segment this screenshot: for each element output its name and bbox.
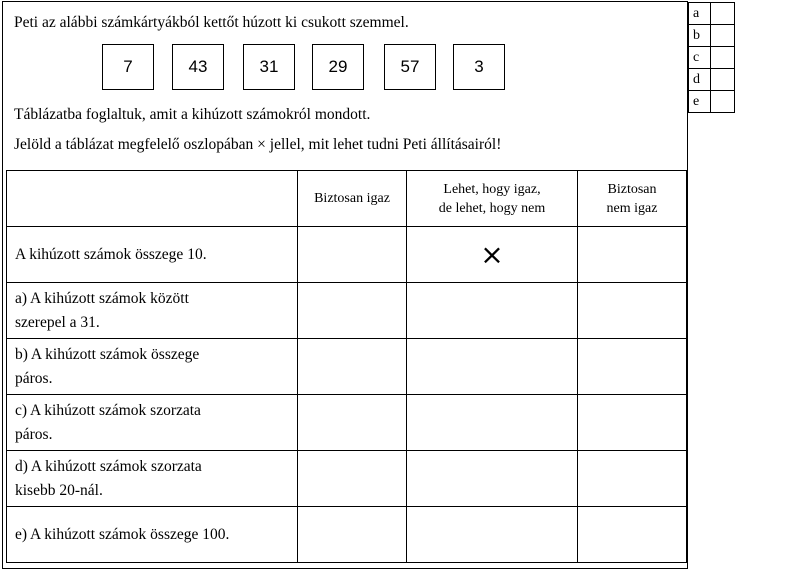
- score-box[interactable]: [711, 3, 735, 25]
- answer-cell[interactable]: [298, 507, 407, 563]
- answer-cell[interactable]: [298, 283, 407, 339]
- score-box-label: d: [689, 69, 711, 91]
- answer-table: [6, 170, 687, 563]
- header-maybe-line2: de lehet, hogy nem: [438, 200, 546, 216]
- answer-cell[interactable]: [298, 395, 407, 451]
- score-boxes: [688, 2, 735, 113]
- score-box[interactable]: [711, 91, 735, 113]
- answer-cell[interactable]: [407, 395, 578, 451]
- score-box-row: [689, 91, 735, 113]
- number-card: 29: [312, 44, 364, 90]
- score-box-row: [689, 25, 735, 47]
- header-false-line2: nem igaz: [606, 200, 658, 216]
- score-box-label: e: [689, 91, 711, 113]
- answer-cell[interactable]: [578, 451, 687, 507]
- table-header-row: [7, 171, 687, 227]
- score-box-row: [689, 69, 735, 91]
- number-cards: [0, 44, 686, 92]
- x-mark-cell[interactable]: ×: [407, 227, 578, 283]
- table-row: [7, 227, 687, 283]
- answer-cell[interactable]: [407, 507, 578, 563]
- number-card: 3: [453, 44, 505, 90]
- score-box[interactable]: [711, 47, 735, 69]
- table-row: [7, 395, 687, 451]
- answer-cell[interactable]: [578, 339, 687, 395]
- score-box-row: [689, 3, 735, 25]
- number-card: 31: [243, 44, 295, 90]
- score-box-row: [689, 47, 735, 69]
- header-false-line1: Biztosan: [607, 181, 657, 197]
- header-cell-statement: [7, 171, 298, 227]
- statement-cell: b) A kihúzott számok összege páros.: [7, 339, 298, 395]
- table-intro-text: Táblázatba foglaltuk, amit a kihúzott számokról mondott.: [14, 106, 371, 123]
- answer-cell[interactable]: [578, 507, 687, 563]
- header-cell-certainly-true: Biztosan igaz: [298, 171, 407, 227]
- score-box-label: c: [689, 47, 711, 69]
- statement-cell: e) A kihúzott számok összege 100.: [7, 507, 298, 563]
- answer-cell[interactable]: [298, 339, 407, 395]
- statement-cell: d) A kihúzott számok szorzata kisebb 20-nál.: [7, 451, 298, 507]
- statement-cell: c) A kihúzott számok szorzata páros.: [7, 395, 298, 451]
- number-card: 7: [102, 44, 154, 90]
- answer-cell[interactable]: [298, 227, 407, 283]
- statement-cell: A kihúzott számok összege 10.: [7, 227, 298, 283]
- number-card: 57: [384, 44, 436, 90]
- header-cell-certainly-false: [578, 171, 687, 227]
- answer-cell[interactable]: [298, 451, 407, 507]
- intro-text: Peti az alábbi számkártyákból kettőt húzott ki csukott szemmel.: [14, 14, 409, 31]
- answer-cell[interactable]: [407, 283, 578, 339]
- score-box[interactable]: [711, 25, 735, 47]
- score-box-label: a: [689, 3, 711, 25]
- answer-cell[interactable]: [407, 451, 578, 507]
- score-box-label: b: [689, 25, 711, 47]
- answer-cell[interactable]: [578, 227, 687, 283]
- table-row: [7, 507, 687, 563]
- table-row: [7, 339, 687, 395]
- number-card: 43: [172, 44, 224, 90]
- header-maybe-line1: Lehet, hogy igaz,: [443, 181, 541, 197]
- statement-cell: a) A kihúzott számok között szerepel a 31.: [7, 283, 298, 339]
- answer-cell[interactable]: [578, 283, 687, 339]
- score-box[interactable]: [711, 69, 735, 91]
- answer-cell[interactable]: [407, 339, 578, 395]
- table-row: [7, 283, 687, 339]
- header-cell-maybe: [407, 171, 578, 227]
- answer-cell[interactable]: [578, 395, 687, 451]
- instruction-text: Jelöld a táblázat megfelelő oszlopában × jellel, mit lehet tudni Peti állításairól!: [14, 136, 502, 153]
- table-row: [7, 451, 687, 507]
